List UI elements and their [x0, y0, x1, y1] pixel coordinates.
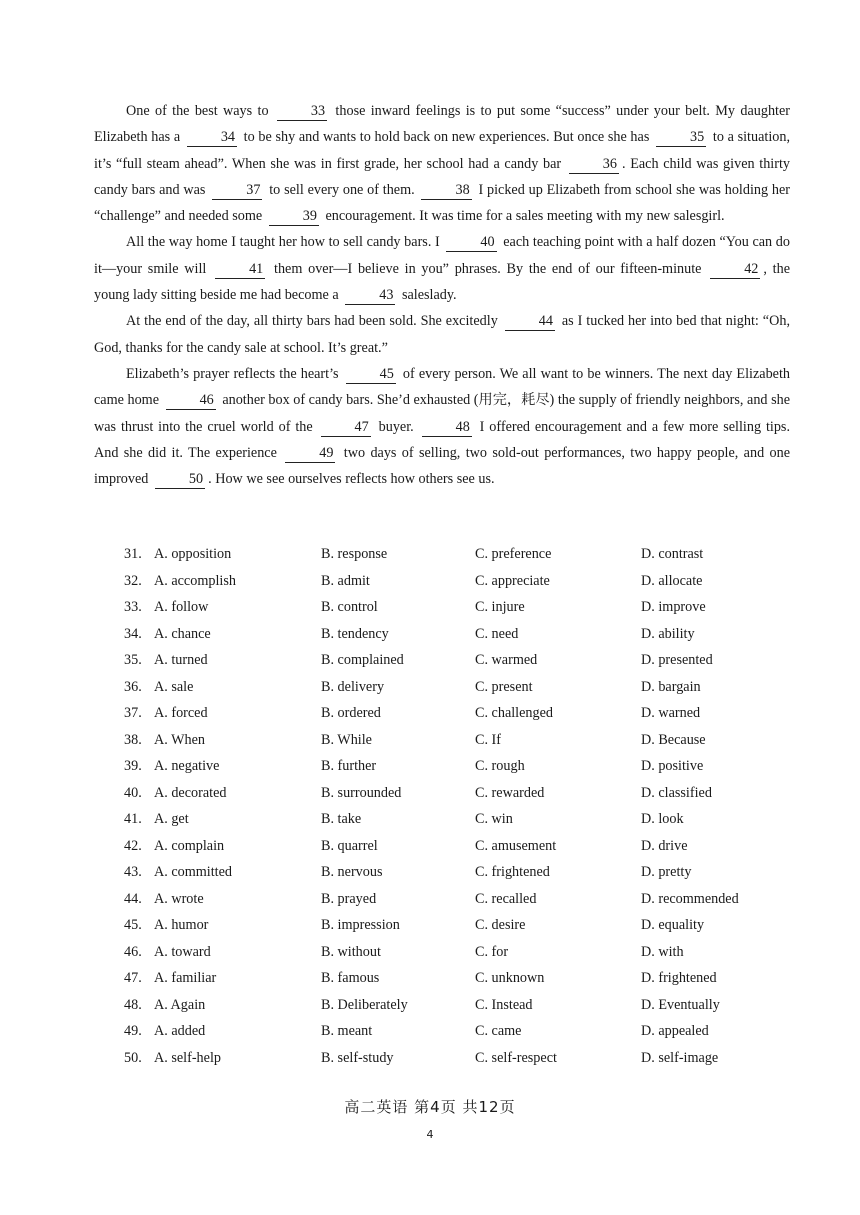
question-number: 50. [124, 1049, 142, 1066]
blank-number: 39 [269, 207, 319, 226]
option-b: B. impression [321, 917, 400, 933]
option-d: D. with [641, 943, 684, 960]
option-b: B. self-study [321, 1049, 394, 1066]
option-d: D. positive [641, 758, 704, 774]
option-d: D. appealed [641, 1023, 709, 1039]
option-b: B. control [321, 599, 378, 615]
question-number: 48. [124, 996, 142, 1013]
option-row [124, 705, 790, 732]
option-b: B. quarrel [321, 837, 378, 854]
option-d: D. recommended [641, 890, 739, 907]
option-c: C. unknown [475, 970, 545, 986]
blank-number: 35 [656, 128, 706, 147]
question-number: 32. [124, 572, 142, 589]
passage-text: another box of candy bars. She’d exhausted (用完，耗尽) the supply of friendly neighbors, and she was thrust into the cruel world of the [94, 392, 790, 435]
passage-text: All the way home I taught her how to sell candy bars. I [126, 234, 444, 251]
option-a: A. committed [154, 864, 233, 880]
option-d: D. Eventually [641, 996, 720, 1013]
question-number: 34. [124, 625, 142, 642]
option-a: A. sale [154, 678, 194, 695]
blank-number: 48 [422, 418, 472, 437]
option-a: A. chance [154, 625, 211, 642]
answer-options [124, 546, 790, 1076]
question-number: 36. [124, 678, 142, 695]
blank-number: 40 [446, 233, 496, 252]
option-c: C. Instead [475, 996, 533, 1013]
question-number: 47. [124, 970, 142, 986]
question-number: 39. [124, 758, 142, 774]
question-number: 31. [124, 546, 142, 562]
blank-number: 37 [212, 181, 262, 200]
option-a: A. complain [154, 837, 225, 854]
passage-paragraph [94, 361, 790, 492]
option-d: D. bargain [641, 678, 701, 695]
option-a: A. Again [154, 996, 206, 1013]
question-number: 45. [124, 917, 142, 933]
option-b: B. Deliberately [321, 996, 408, 1013]
option-c: C. came [475, 1023, 522, 1039]
option-a: A. accomplish [154, 572, 236, 589]
passage-text: Elizabeth’s prayer reflects the heart’s [126, 365, 343, 382]
option-row [124, 838, 790, 865]
question-number: 41. [124, 811, 142, 827]
option-b: B. take [321, 811, 362, 827]
option-row [124, 626, 790, 653]
passage-text: two days of selling, two sold-out performances, two happy people, and one improved [94, 444, 790, 488]
option-c: C. rough [475, 758, 525, 774]
option-row [124, 758, 790, 785]
blank-number: 36 [569, 155, 619, 174]
option-a: A. turned [154, 652, 208, 668]
blank-number: 46 [166, 391, 216, 410]
option-d: D. pretty [641, 864, 692, 880]
blank-number: 44 [505, 312, 555, 331]
option-row [124, 652, 790, 679]
question-number: 44. [124, 890, 142, 907]
option-row [124, 997, 790, 1024]
option-row [124, 891, 790, 918]
option-b: B. While [321, 731, 372, 748]
option-c: C. challenged [475, 705, 554, 721]
option-c: C. for [475, 943, 509, 960]
option-a: A. follow [154, 599, 209, 615]
passage-text: saleslady. [398, 287, 457, 304]
question-number: 33. [124, 599, 142, 615]
option-row [124, 573, 790, 600]
option-a: A. familiar [154, 970, 217, 986]
question-number: 35. [124, 652, 142, 668]
option-c: C. injure [475, 599, 525, 615]
option-a: A. self-help [154, 1049, 221, 1066]
passage-text: I offered encouragement and a few more selling tips. And she did it. The experience [94, 418, 790, 461]
passage-text: At the end of the day, all thirty bars had been sold. She excitedly [126, 313, 502, 330]
option-a: A. When [154, 731, 205, 748]
option-row [124, 944, 790, 971]
option-d: D. self-image [641, 1049, 719, 1066]
option-c: C. rewarded [475, 784, 545, 801]
question-number: 38. [124, 731, 142, 748]
option-a: A. decorated [154, 784, 227, 801]
passage-text: them over—I believe in you” phrases. By the end of our fifteen-minute [268, 260, 708, 277]
option-row [124, 546, 790, 573]
option-row [124, 864, 790, 891]
blank-number: 43 [345, 286, 395, 305]
passage-text: to be shy and wants to hold back on new experiences. But once she has [240, 129, 654, 146]
option-d: D. contrast [641, 546, 704, 562]
option-row [124, 599, 790, 626]
option-c: C. warmed [475, 652, 538, 668]
option-b: B. tendency [321, 625, 389, 642]
option-d: D. presented [641, 652, 713, 668]
option-row [124, 1023, 790, 1050]
option-a: A. added [154, 1023, 206, 1039]
option-b: B. without [321, 943, 381, 960]
option-d: D. look [641, 811, 684, 827]
passage-text: . Each child was given thirty candy bars and was [94, 155, 791, 198]
option-d: D. drive [641, 837, 688, 854]
question-number: 49. [124, 1023, 142, 1039]
option-row [124, 970, 790, 997]
passage-text: . How we see ourselves reflects how others see us. [208, 471, 495, 488]
blank-number: 47 [321, 418, 371, 437]
option-a: A. toward [154, 943, 211, 960]
option-a: A. humor [154, 917, 209, 933]
option-c: C. win [475, 811, 513, 827]
option-row [124, 732, 790, 759]
option-row [124, 811, 790, 838]
question-number: 43. [124, 864, 142, 880]
passage-text: buyer. [373, 418, 419, 435]
blank-number: 38 [421, 181, 471, 200]
question-number: 40. [124, 784, 142, 801]
option-c: C. present [475, 678, 533, 695]
passage-text: those inward feelings is to put some “success” under your belt. My daughter Elizabeth has a [94, 103, 790, 146]
option-b: B. admit [321, 572, 370, 589]
option-c: C. appreciate [475, 572, 550, 589]
option-b: B. famous [321, 970, 380, 986]
option-c: C. amusement [475, 837, 557, 854]
blank-number: 42 [710, 260, 760, 279]
passage-text: One of the best ways to [126, 103, 274, 119]
option-b: B. response [321, 546, 388, 562]
option-c: C. self-respect [475, 1049, 557, 1066]
option-d: D. warned [641, 705, 701, 721]
option-d: D. ability [641, 625, 695, 642]
option-d: D. classified [641, 784, 712, 801]
option-a: A. wrote [154, 890, 204, 907]
blank-number: 50 [155, 470, 205, 489]
cloze-passage [94, 98, 790, 492]
passage-text: of every person. We all want to be winners. The next day Elizabeth came home [94, 365, 790, 409]
option-b: B. nervous [321, 864, 383, 880]
option-b: B. further [321, 758, 377, 774]
question-number: 37. [124, 705, 142, 721]
option-b: B. complained [321, 652, 404, 668]
option-row [124, 917, 790, 944]
option-row [124, 679, 790, 706]
blank-number: 49 [285, 444, 335, 463]
option-d: D. Because [641, 731, 706, 748]
option-c: C. recalled [475, 890, 537, 907]
passage-paragraph [94, 308, 790, 361]
option-row [124, 785, 790, 812]
passage-text: , the young lady sitting beside me had become a [94, 260, 790, 304]
option-c: C. desire [475, 917, 526, 933]
passage-text: I picked up Elizabeth from school she was holding her “challenge” and needed some [94, 181, 790, 225]
page-number: 4 [426, 1128, 434, 1141]
option-b: B. delivery [321, 678, 385, 695]
option-a: A. forced [154, 705, 208, 721]
blank-number: 34 [187, 128, 237, 147]
blank-number: 41 [215, 260, 265, 279]
option-d: D. equality [641, 917, 705, 933]
option-d: D. improve [641, 599, 706, 615]
passage-text: encouragement. It was time for a sales meeting with my new salesgirl. [321, 208, 725, 225]
question-number: 46. [124, 943, 142, 960]
option-c: C. preference [475, 546, 552, 562]
passage-text: as I tucked her into bed that night: “Oh, God, thanks for the candy sale at school. It’s great.” [94, 313, 790, 356]
option-a: A. opposition [154, 546, 232, 562]
question-number: 42. [124, 837, 142, 854]
passage-text: to a situation, it’s “full steam ahead”. When she was in first grade, her school had a candy bar [94, 129, 790, 172]
option-d: D. allocate [641, 572, 703, 589]
option-b: B. prayed [321, 890, 377, 907]
passage-text: to sell every one of them. [265, 181, 419, 198]
passage-paragraph [94, 98, 790, 229]
blank-number: 33 [277, 102, 327, 121]
passage-text: each teaching point with a half dozen “You can do it—your smile will [94, 234, 790, 277]
option-d: D. frightened [641, 970, 717, 986]
option-c: C. If [475, 731, 502, 748]
option-c: C. need [475, 625, 519, 642]
option-b: B. ordered [321, 705, 381, 721]
blank-number: 45 [346, 365, 396, 384]
option-a: A. get [154, 811, 189, 827]
option-a: A. negative [154, 758, 220, 774]
option-b: B. surrounded [321, 784, 402, 801]
option-c: C. frightened [475, 864, 550, 880]
option-row [124, 1050, 790, 1077]
option-b: B. meant [321, 1023, 373, 1039]
passage-paragraph [94, 229, 790, 308]
page-footer: 高二英语 第4页 共12页 [344, 1098, 516, 1116]
